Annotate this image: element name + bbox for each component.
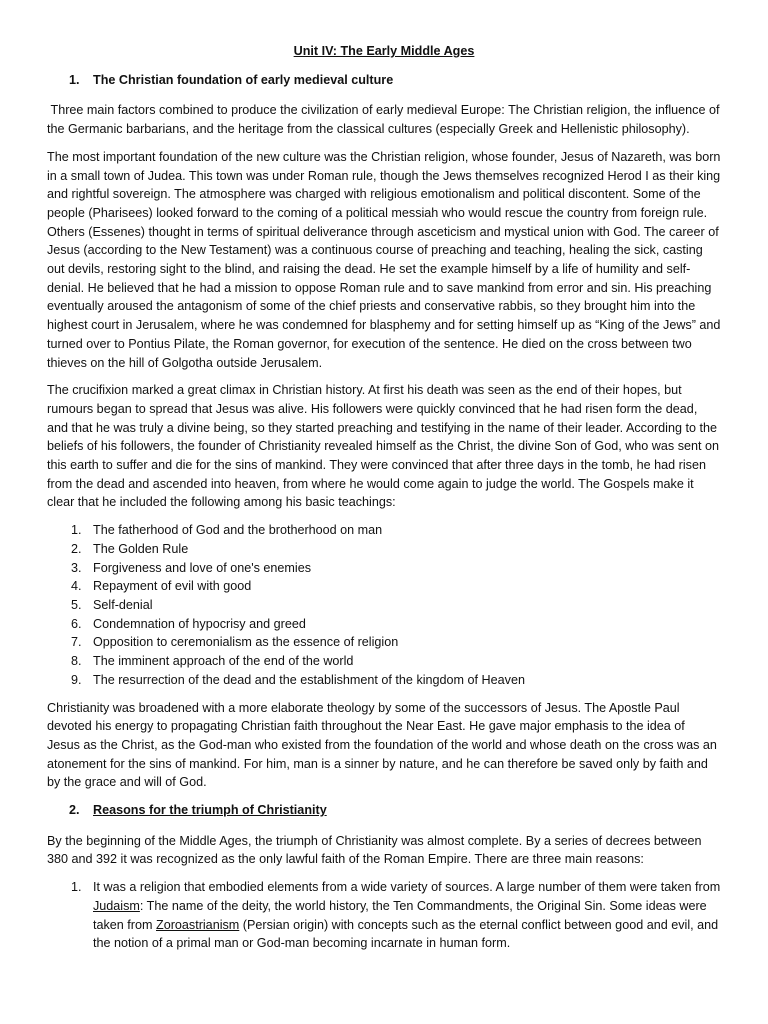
list-item: 7. Opposition to ceremonialism as the essence of religion xyxy=(71,635,399,650)
list-item: 6. Condemnation of hypocrisy and greed xyxy=(71,616,306,631)
list-item: 1. The fatherhood of God and the brotherhood on man xyxy=(71,523,383,538)
reasons-list xyxy=(47,878,721,953)
crucifixion-paragraph: The crucifixion marked a great climax in Christian history. At first his death was seen as the end of their hopes, but rumours began to spread that Jesus was alive. His followers were quickly convinced that he had risen form the dead, and that he was truly a divine being, so they started preaching and testifying in the name of their leader. According to the beliefs of his followers, the founder of Christianity revealed himself as the Christ, the divine Son of God, who was sent on this earth to suffer and die for the sins of mankind. They were convinced that after three days in the tomb, he had risen from the dead and ascended into heaven, from where he would come again to judge the world. The Gospels make it clear that he included the following among his basic teachings: xyxy=(47,383,720,510)
paul-paragraph: Christianity was broadened with a more elaborate theology by some of the successors of Jesus. The Apostle Paul devoted his energy to propagating Christian faith throughout the Near East. He gave major emphasis to the idea of Jesus as the Christ, as the God-man who existed from the foundation of the world and whose death on the cross was an atonement for the sins of mankind. For him, man is a sinner by nature, and he can therefore be saved only by faith and by the grace and will of God. xyxy=(47,700,717,790)
section-2-number: 2. xyxy=(69,803,80,818)
list-item: 2. The Golden Rule xyxy=(71,541,189,556)
judaism-term: Judaism xyxy=(93,898,140,913)
list-item: 3. Forgiveness and love of one's enemies xyxy=(71,560,312,575)
section-1-number: 1. xyxy=(69,72,80,87)
section-1-heading xyxy=(47,71,721,90)
intro-paragraph: Three main factors combined to produce the civilization of early medieval Europe: The Christian religion, the influence of the Germanic barbarians, and the heritage from the classical cultures (especially Greek and Hellenistic philosophy). xyxy=(47,103,723,137)
page-title: Unit IV: The Early Middle Ages xyxy=(293,44,475,58)
zoroastrianism-term: Zoroastrianism xyxy=(156,917,240,932)
section-2-heading xyxy=(47,801,721,820)
section-1-title: The Christian foundation of early medieval culture xyxy=(93,72,394,87)
list-item: 8. The imminent approach of the end of the world xyxy=(71,654,354,669)
section-2-title: Reasons for the triumph of Christianity xyxy=(93,803,327,818)
jesus-paragraph: The most important foundation of the new culture was the Christian religion, whose founder, Jesus of Nazareth, was born in a small town of Judea. This town was under Roman rule, though the Jews themselves recognized Herod I as their king and rightful sovereign. The atmosphere was charged with religious emotionalism and political discontent. Some of the people (Pharisees) looked forward to the coming of a political messiah who would rescue the country from foreign rule. Others (Essenes) thought in terms of spiritual deliverance through asceticism and mystical union with God. The career of Jesus (according to the New Testament) was a continuous course of preaching and teaching, healing the sick, casting out devils, restoring sight to the blind, and raising the dead. He set the example himself by a life of humility and self-denial. He believed that he had a mission to oppose Roman rule and to save mankind from error and sin. His preaching eventually aroused the antagonism of some of the chief priests and conservative rabbis, so they brought him into the highest court in Jerusalem, where he was condemned for blasphemy and for setting himself up as “King of the Jews” and turned over to Pontius Pilate, the Roman governor, for execution of the sentence. He died on the cross between two thieves on the hill of Golgotha outside Jerusalem. xyxy=(47,149,721,370)
triumph-paragraph: By the beginning of the Middle Ages, the triumph of Christianity was almost complete. By a series of decrees between 380 and 392 it was recognized as the only lawful faith of the Roman Empire. There are three main reasons: xyxy=(47,833,702,867)
list-item: 5. Self-denial xyxy=(71,597,153,612)
list-item: 9. The resurrection of the dead and the establishment of the kingdom of Heaven xyxy=(71,672,525,687)
teachings-list xyxy=(47,521,721,689)
list-item: 4. Repayment of evil with good xyxy=(71,579,252,594)
list-item: 1. It was a religion that embodied elements from a wide variety of sources. A large number of them were taken from Judaism: The name of the deity, the world history, the Ten Commandments, the Original Sin. Some ideas were taken from Zoroastrianism (Persian origin) with concepts such as the eternal conflict between good and evil, and the notion of a primal man or God-man becoming incarnate in human form. xyxy=(71,880,721,951)
